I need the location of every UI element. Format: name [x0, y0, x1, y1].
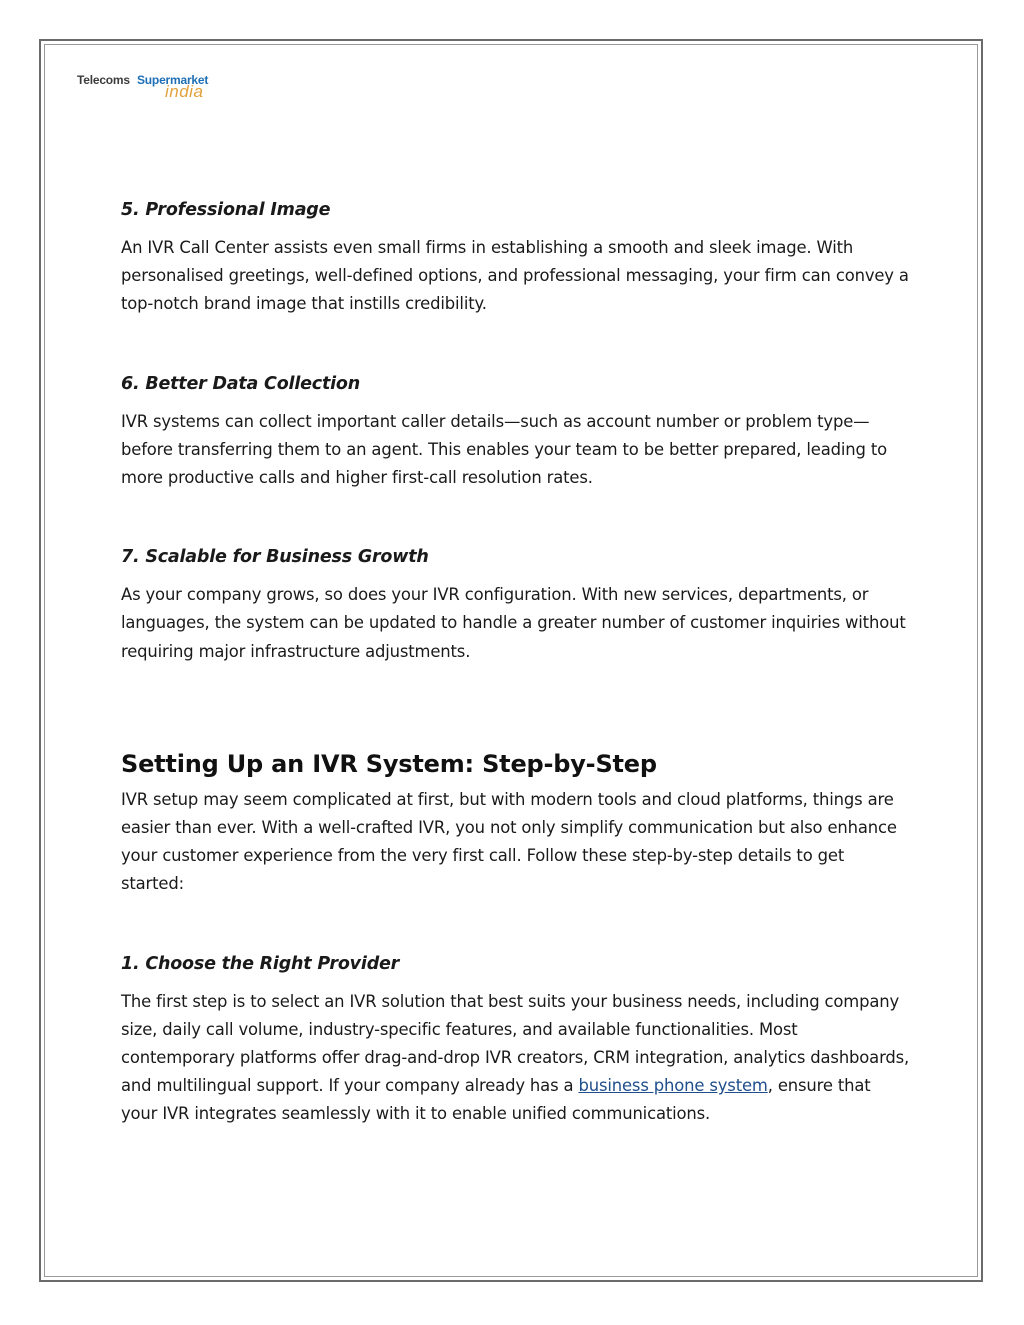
step-text-before-link: The first step is to select an IVR solution that best suits your business needs, including company size, daily call volume, industry-specific features, and available functionalities. Most contemporary platforms offer drag-and-drop IVR creators, CRM integration, analytics dashboards, and multilingual support. If your company already has a	[121, 991, 910, 1096]
section-paragraph: As your company grows, so does your IVR configuration. With new services, departments, or languages, the system can be updated to handle a greater number of customer inquiries without requiring major infrastructure adjustments.	[121, 585, 906, 661]
section-ivr-setup	[121, 750, 911, 899]
logo-text-india: india	[165, 82, 204, 101]
section-data-collection	[121, 374, 911, 493]
section-professional-image	[121, 200, 911, 319]
telecoms-supermarket-logo	[77, 70, 217, 104]
step-text-after-link: , ensure that your IVR integrates seamlessly with it to enable unified communications.	[121, 1076, 871, 1124]
step-choose-provider	[121, 954, 911, 1129]
section-heading: 6. Better Data Collection	[121, 373, 361, 394]
step-paragraph	[121, 988, 911, 1129]
document-content	[121, 200, 911, 1129]
logo-text-telecoms: Telecoms	[77, 73, 130, 87]
logo-text-supermarket: Supermarket	[137, 73, 209, 87]
section-heading: 7. Scalable for Business Growth	[121, 547, 429, 568]
section-title: Setting Up an IVR System: Step-by-Step	[121, 749, 657, 778]
step-heading: 1. Choose the Right Provider	[121, 953, 400, 974]
section-intro-paragraph: IVR setup may seem complicated at first, but with modern tools and cloud platforms, things are easier than ever. With a well-crafted IVR, you not only simplify communication but also enhance your customer experience from the very first call. Follow these step-by-step details to get started:	[121, 789, 897, 894]
business-phone-system-link[interactable]: business phone system	[578, 1076, 768, 1096]
section-scalable-growth	[121, 547, 911, 666]
section-paragraph: An IVR Call Center assists even small firms in establishing a smooth and sleek image. With personalised greetings, well-defined options, and professional messaging, your firm can convey a top-notch brand image that instills credibility.	[121, 238, 909, 314]
section-paragraph: IVR systems can collect important caller details—such as account number or problem type—before transferring them to an agent. This enables your team to be better prepared, leading to more productive calls and higher first-call resolution rates.	[121, 411, 887, 488]
section-heading: 5. Professional Image	[121, 200, 331, 220]
